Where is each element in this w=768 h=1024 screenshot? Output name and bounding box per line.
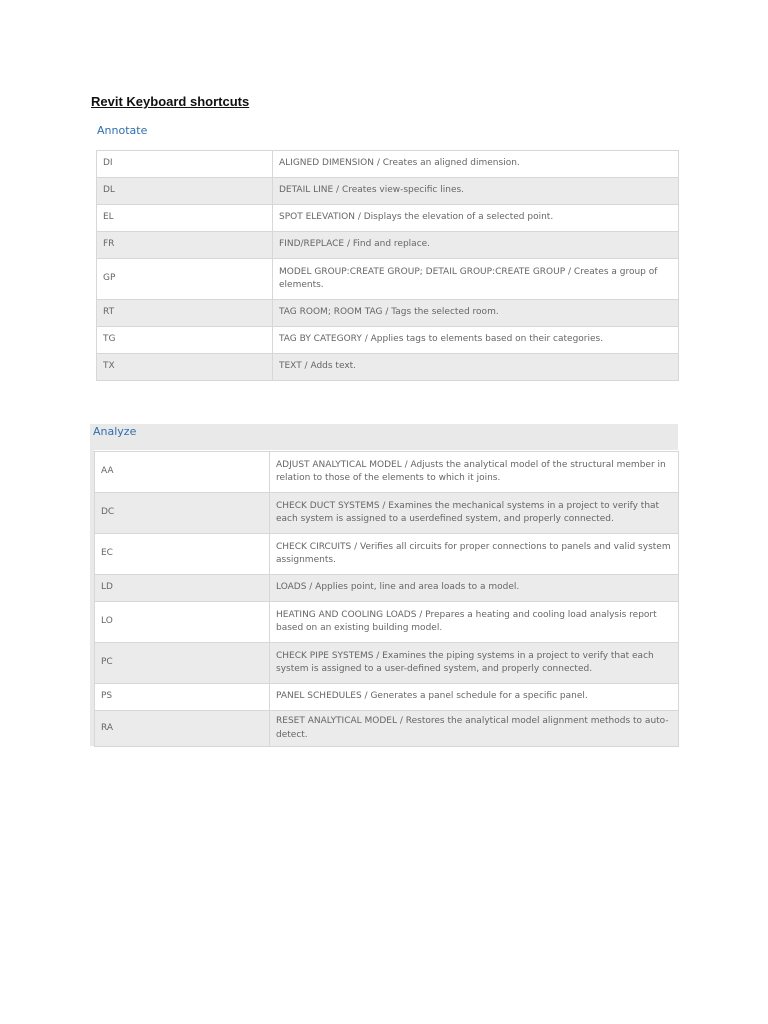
shortcut-key-cell: DI — [97, 151, 273, 178]
shortcut-description-cell: RESET ANALYTICAL MODEL / Restores the analytical model alignment methods to auto-detect. — [270, 711, 679, 747]
shortcut-description-cell: TAG ROOM; ROOM TAG / Tags the selected room. — [273, 300, 679, 327]
shortcut-description-cell: CHECK CIRCUITS / Verifies all circuits for proper connections to panels and valid system assignments. — [270, 534, 679, 575]
shortcut-description-cell: ADJUST ANALYTICAL MODEL / Adjusts the analytical model of the structural member in relation to those of the elements to which it joins. — [270, 452, 679, 493]
table-row — [95, 684, 679, 711]
shortcut-description-cell: FIND/REPLACE / Find and replace. — [273, 232, 679, 259]
table-row — [97, 151, 679, 178]
table-row — [95, 602, 679, 643]
shortcut-key-cell: TG — [97, 327, 273, 354]
shortcut-description-cell: SPOT ELEVATION / Displays the elevation of a selected point. — [273, 205, 679, 232]
shortcut-description-cell: HEATING AND COOLING LOADS / Prepares a heating and cooling load analysis report based on an existing building model. — [270, 602, 679, 643]
shortcut-key-cell: EL — [97, 205, 273, 232]
page-title: Revit Keyboard shortcuts — [91, 94, 250, 109]
shortcut-key-cell: GP — [97, 259, 273, 300]
table-row — [97, 300, 679, 327]
shortcut-description-cell: DETAIL LINE / Creates view-specific lines. — [273, 178, 679, 205]
shortcut-key-cell: PC — [95, 643, 270, 684]
shortcut-key-cell: RA — [95, 711, 270, 747]
analyze-section-header — [90, 424, 678, 450]
shortcut-key-cell: FR — [97, 232, 273, 259]
shortcut-description-cell: PANEL SCHEDULES / Generates a panel schedule for a specific panel. — [270, 684, 679, 711]
shortcut-key-cell: EC — [95, 534, 270, 575]
analyze-shortcuts-table — [94, 451, 679, 747]
shortcut-description-cell: TAG BY CATEGORY / Applies tags to elements based on their categories. — [273, 327, 679, 354]
table-row — [97, 259, 679, 300]
analyze-section-heading: Analyze — [93, 425, 137, 438]
table-row — [95, 643, 679, 684]
shortcut-key-cell: PS — [95, 684, 270, 711]
shortcut-key-cell: DC — [95, 493, 270, 534]
shortcut-key-cell: DL — [97, 178, 273, 205]
shortcut-key-cell: AA — [95, 452, 270, 493]
table-row — [97, 354, 679, 381]
shortcut-key-cell: LD — [95, 575, 270, 602]
annotate-section-heading: Annotate — [97, 124, 148, 137]
annotate-shortcuts-table — [96, 150, 679, 381]
table-row — [97, 327, 679, 354]
shortcut-description-cell: ALIGNED DIMENSION / Creates an aligned dimension. — [273, 151, 679, 178]
table-row — [95, 493, 679, 534]
shortcut-description-cell: CHECK DUCT SYSTEMS / Examines the mechanical systems in a project to verify that each system is assigned to a userdefined system, and properly connected. — [270, 493, 679, 534]
shortcut-description-cell: CHECK PIPE SYSTEMS / Examines the piping systems in a project to verify that each system is assigned to a user-defined system, and properly connected. — [270, 643, 679, 684]
shortcut-description-cell: MODEL GROUP:CREATE GROUP; DETAIL GROUP:CREATE GROUP / Creates a group of elements. — [273, 259, 679, 300]
table-row — [97, 205, 679, 232]
table-row — [97, 232, 679, 259]
shortcut-description-cell: TEXT / Adds text. — [273, 354, 679, 381]
table-row — [95, 711, 679, 747]
shortcut-key-cell: LO — [95, 602, 270, 643]
shortcut-key-cell: RT — [97, 300, 273, 327]
table-row — [97, 178, 679, 205]
shortcut-key-cell: TX — [97, 354, 273, 381]
table-row — [95, 452, 679, 493]
table-row — [95, 534, 679, 575]
table-row — [95, 575, 679, 602]
shortcut-description-cell: LOADS / Applies point, line and area loads to a model. — [270, 575, 679, 602]
